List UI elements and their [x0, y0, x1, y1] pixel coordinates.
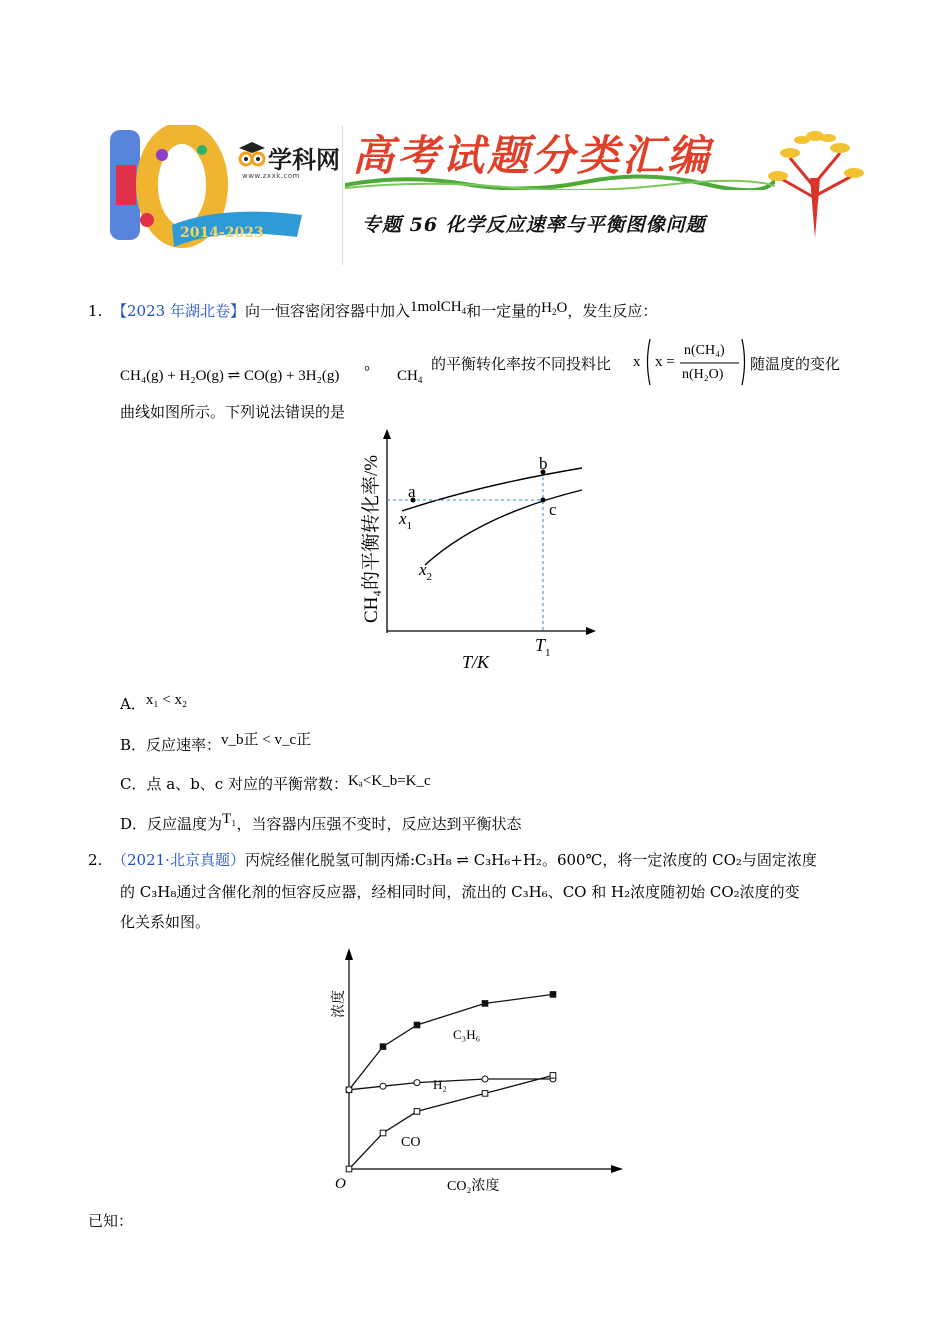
- chart2-point-1-1: [380, 1083, 386, 1089]
- q1-ratio-expression: [644, 337, 748, 387]
- q1-number: 1.: [88, 302, 103, 320]
- chart2-origin-label: O: [335, 1176, 346, 1192]
- chart1-x-label: T/K: [462, 652, 490, 672]
- q1-ratio-var: x: [633, 354, 641, 370]
- q1-option-a[interactable]: A．x₁ < x₂: [120, 692, 188, 713]
- q1-option-d[interactable]: D．反应温度为T₁，当容器内压强不变时，反应达到平衡状态: [120, 811, 522, 833]
- chart1-label-b: b: [539, 454, 548, 473]
- chart2-point-2-4: [550, 1073, 556, 1079]
- chart1-legend-x1: $x_1$: [399, 509, 413, 532]
- q2-number: 2.: [88, 851, 103, 869]
- banner-title: 高考试题分类汇编: [352, 131, 713, 180]
- chart1-curve-x2: [425, 490, 582, 565]
- chart2-x-arrow: [611, 1165, 623, 1173]
- q1-line2-mid: 的平衡转化率按不同投料比: [431, 355, 612, 373]
- chart2-series-label-c3h6: C₃H₆: [453, 1027, 481, 1042]
- q2-line3: 化关系如图。: [120, 913, 211, 931]
- chart2-line-2: [349, 1075, 553, 1169]
- chart2-point-2-0: [346, 1166, 352, 1172]
- chart2-y-label: 浓度: [332, 990, 347, 1018]
- chart1-y-arrow: [383, 429, 391, 439]
- banner-divider: [342, 125, 343, 265]
- q1-text-line1: [112, 301, 657, 326]
- q1-option-c[interactable]: C．点 a、b、c 对应的平衡常数：Kₐ<K_b=K_c: [120, 773, 431, 793]
- q1-reaction-equation: CH₄(g) + H₂O(g) ⇌ CO(g) + 3H₂(g): [120, 368, 340, 384]
- q2-line1: [112, 850, 817, 870]
- chart2-point-2-1: [380, 1130, 386, 1136]
- badge-year-range: 2014-2023: [180, 225, 264, 241]
- chart1-y-label: CH₄的平衡转化率/%: [361, 454, 382, 623]
- chart2-point-1-3: [482, 1076, 488, 1082]
- footer-known: 已知：: [88, 1212, 134, 1230]
- grass-strip-decoration: [345, 170, 775, 190]
- q1-degree-mark: °: [364, 364, 370, 380]
- chart1-x-arrow: [586, 627, 596, 635]
- chart1-tick-t1: $T_1$: [535, 635, 551, 659]
- q1-intro-a: 向一恒容密闭容器中加入: [244, 302, 410, 320]
- chart2-point-0-3: [482, 1001, 488, 1007]
- logo-url: www.zxxk.com: [242, 172, 300, 180]
- chart2-y-arrow: [345, 948, 353, 960]
- chart1-point-c: [541, 498, 546, 503]
- chart2-concentration-vs-co2: [325, 938, 635, 1200]
- chart1-label-c: c: [549, 500, 557, 519]
- chart1-label-a: a: [408, 482, 416, 501]
- q1-intro-b: 1molCH$_4$: [409, 299, 467, 316]
- q1-ratio-numerator: n(CH₄): [684, 343, 725, 358]
- chart2-line-0: [349, 994, 553, 1089]
- chart2-point-1-2: [414, 1080, 420, 1086]
- chart2-series-label-co: CO: [401, 1135, 421, 1150]
- chart2-x-label: CO₂浓度: [447, 1179, 500, 1194]
- q1-intro-c: 和一定量的: [466, 302, 542, 320]
- banner-subtitle: 专题 56 化学反应速率与平衡图像问题: [362, 214, 706, 236]
- q1-intro-d: ，发生反应：: [567, 302, 658, 320]
- q2-line2: 的 C₃H₈通过含催化剂的恒容反应器，经相同时间，流出的 C₃H₆、CO 和 H₂浓度随初始 CO₂浓度的变: [120, 883, 800, 901]
- chart2-point-1-0: [346, 1087, 352, 1093]
- q2-line1-text: 丙烷经催化脱氢可制丙烯:C₃H₈ ⇌ C₃H₆+H₂。600℃，将一定浓度的 CO₂与固定浓度: [244, 851, 817, 869]
- chart2-point-0-1: [380, 1044, 386, 1050]
- chart2-point-2-3: [482, 1091, 488, 1097]
- chart1-conversion-vs-temperature: [350, 425, 610, 675]
- q1-ch4-label: $CH_4$: [397, 368, 423, 385]
- q1-line3: 曲线如图所示。下列说法错误的是: [120, 403, 346, 421]
- q1-line2-end: 随温度的变化: [750, 355, 841, 373]
- q1-water: $H_2O$: [541, 300, 568, 317]
- q1-source: 【2023 年湖北卷】: [112, 302, 245, 320]
- chart2-point-2-2: [414, 1109, 420, 1115]
- q1-ratio-x-equals: x =: [655, 354, 675, 370]
- chart2-line-1: [349, 1079, 553, 1090]
- q1-ratio-denominator: n(H₂O): [682, 367, 724, 382]
- q2-source: （2021·北京真题）: [112, 851, 245, 869]
- logo-name: 学科网: [268, 146, 340, 174]
- chart2-point-0-2: [414, 1022, 420, 1028]
- tree-pencil-icon: [760, 118, 870, 243]
- logo-owl-icon: [238, 140, 266, 170]
- q1-option-b[interactable]: B．反应速率：v_b正 < v_c正: [120, 732, 312, 754]
- chart2-point-0-4: [550, 992, 556, 998]
- chart1-legend-x2: $x_2$: [419, 560, 433, 583]
- badge-years-word: years: [237, 192, 281, 211]
- chart2-series-label-h2: H₂: [433, 1077, 447, 1092]
